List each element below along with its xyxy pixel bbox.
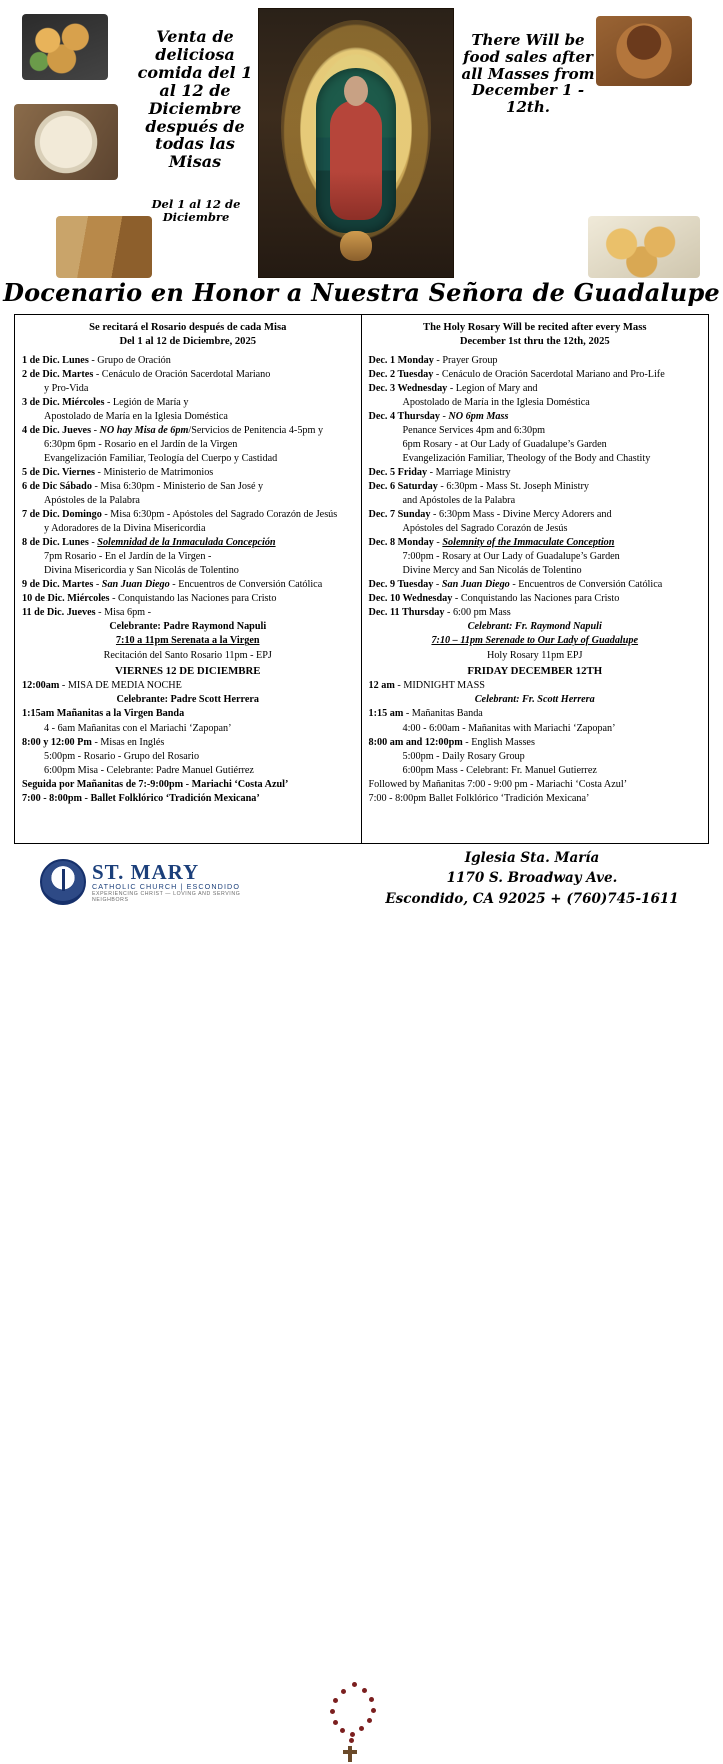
schedule-entry: 7:10 a 11pm Serenata a la Virgen bbox=[115, 635, 260, 647]
schedule-entry: Dec. 6 Saturday - 6:30pm - Mass St. Joseph Ministry bbox=[368, 480, 589, 492]
english-friday-list bbox=[369, 679, 702, 804]
schedule-entry: 3 de Dic. Miércoles - Legión de María y bbox=[22, 396, 189, 408]
angel-shape bbox=[340, 231, 372, 261]
venta-headline: Venta de deliciosa comida del 1 al 12 de Diciembre después de todas las Misas bbox=[137, 27, 253, 172]
schedule-entry: Dec. 4 Thursday - NO 6pm Mass bbox=[368, 410, 509, 422]
entry-date: 11 de Dic. Jueves bbox=[22, 607, 96, 619]
entry-date: 6 de Dic Sábado bbox=[22, 480, 92, 492]
entry-date: Dec. 2 Tuesday bbox=[368, 368, 434, 380]
logo-title: ST. MARY bbox=[92, 859, 200, 884]
entry-date: Dec. 10 Wednesday bbox=[368, 593, 453, 605]
schedule-entry: Divine Mercy and San Nicolás de Tolentino bbox=[402, 565, 582, 577]
schedule-entry: Dec. 11 Thursday - 6:00 pm Mass bbox=[368, 607, 511, 619]
parish-logo bbox=[40, 852, 255, 912]
entry-date: 8:00 y 12:00 Pm bbox=[22, 736, 92, 748]
spanish-schedule-column bbox=[15, 315, 362, 843]
schedule-entry: Apóstoles de la Palabra bbox=[44, 495, 140, 506]
english-column-heading bbox=[369, 321, 702, 349]
address-line-1: Iglesia Sta. María bbox=[464, 850, 600, 866]
schedule-entry: Dec. 3 Wednesday - Legion of Mary and bbox=[368, 382, 538, 394]
schedule-entry: Divina Misericordia y San Nicolás de Tolentino bbox=[44, 565, 239, 577]
entry-date: 1:15am Mañanitas a la Virgen Banda bbox=[22, 708, 185, 720]
english-heading-line2: December 1st thru the 12th, 2025 bbox=[459, 335, 610, 347]
schedule-entry: 6:00pm Misa - Celebrante: Padre Manuel Gutiérrez bbox=[44, 764, 254, 776]
schedule-entry: 9 de Dic. Martes - San Juan Diego - Encuentros de Conversión Católica bbox=[22, 579, 323, 591]
entry-emphasis: San Juan Diego bbox=[101, 579, 170, 591]
schedule-entry: 7 de Dic. Domingo - Misa 6:30pm - Apóstoles del Sagrado Corazón de Jesús bbox=[22, 509, 338, 521]
schedule-entry: 12:00am - MISA DE MEDIA NOCHE bbox=[22, 680, 182, 692]
schedule-entry: 6:00pm Mass - Celebrant: Fr. Manuel Gutierrez bbox=[402, 764, 597, 776]
schedule-entry: 4 - 6am Mañanitas con el Mariachi ‘Zapopan’ bbox=[44, 722, 232, 734]
entry-date: 10 de Dic. Miércoles bbox=[22, 593, 110, 605]
schedule-entry: 12 am - MIDNIGHT MASS bbox=[368, 680, 485, 692]
schedule-entry: 8 de Dic. Lunes - Solemnidad de la Inmaculada Concepción bbox=[22, 537, 276, 549]
address-line-2: 1170 S. Broadway Ave. bbox=[446, 870, 618, 887]
schedule-entry: 6:30pm 6pm - Rosario en el Jardín de la Virgen bbox=[44, 438, 238, 450]
virgin-of-guadalupe-image bbox=[258, 8, 454, 278]
schedule-entry: Evangelización Familiar, Teología del Cuerpo y Castidad bbox=[44, 452, 278, 464]
church-seal-icon bbox=[40, 859, 86, 905]
entry-emphasis: NO hay Misa de 6pm bbox=[99, 424, 189, 436]
schedule-entry: Celebrant: Fr. Raymond Napuli bbox=[467, 621, 602, 633]
entry-date: 8 de Dic. Lunes bbox=[22, 537, 89, 549]
entry-date: Dec. 9 Tuesday bbox=[368, 579, 434, 591]
schedule-entry: Seguida por Mañanitas de 7:-9:00pm - Mariachi ‘Costa Azul’ bbox=[22, 778, 289, 790]
entry-date: Dec. 11 Thursday bbox=[368, 607, 445, 619]
spanish-heading-line2: Del 1 al 12 de Diciembre, 2025 bbox=[119, 335, 257, 347]
entry-date: 9 de Dic. Martes bbox=[22, 579, 94, 591]
logo-tagline: EXPERIENCING CHRIST — LOVING AND SERVING NEIGHBORS bbox=[92, 891, 241, 903]
entry-emphasis-underline: Solemnity of the Immaculate Conception bbox=[442, 537, 615, 549]
schedule-entry: Penance Services 4pm and 6:30pm bbox=[402, 424, 546, 436]
schedule-entry: Recitación del Santo Rosario 11pm - EPJ bbox=[103, 649, 272, 661]
entry-emphasis-underline: Solemnidad de la Inmaculada Concepción bbox=[97, 537, 276, 549]
entry-date: Dec. 4 Thursday bbox=[368, 410, 440, 422]
face-shape bbox=[344, 76, 368, 106]
parish-address bbox=[367, 848, 697, 909]
schedule-entry: Holy Rosary 11pm EPJ bbox=[486, 649, 583, 661]
schedule-entry: Dec. 5 Friday - Marriage Ministry bbox=[368, 466, 511, 478]
schedule-entry: y Pro-Vida bbox=[44, 382, 89, 394]
entry-date: 12 am bbox=[368, 680, 395, 692]
food-sales-headline: There Will be food sales after all Masses from December 1 - 12th. bbox=[461, 31, 595, 117]
schedule-entry: and Apóstoles de la Palabra bbox=[402, 495, 516, 506]
schedule-entry: Apóstoles del Sagrado Corazón de Jesús bbox=[402, 523, 568, 535]
logo-text-block bbox=[92, 861, 255, 904]
schedule-entry: 4:00 - 6:00am - Mañanitas with Mariachi ‘Zapopan’ bbox=[402, 722, 616, 734]
rosary-beads-icon bbox=[318, 1682, 394, 1764]
spanish-entry-list bbox=[22, 354, 354, 662]
spanish-column-heading bbox=[22, 321, 354, 349]
tacos-photo-2 bbox=[588, 216, 700, 278]
venta-subheadline: Del 1 al 12 de Diciembre bbox=[151, 197, 241, 224]
schedule-entry: 6pm Rosary - at Our Lady of Guadalupe’s Garden bbox=[402, 438, 607, 450]
schedule-entry: Celebrant: Fr. Scott Herrera bbox=[474, 694, 595, 706]
robe-shape bbox=[330, 100, 382, 220]
schedule-entry: 7:10 – 11pm Serenade to Our Lady of Guadalupe bbox=[431, 635, 639, 647]
schedule-entry bbox=[22, 707, 354, 720]
entry-date: 2 de Dic. Martes bbox=[22, 368, 94, 380]
schedule-entry: Dec. 7 Sunday - 6:30pm Mass - Divine Mercy Adorers and bbox=[368, 509, 612, 521]
schedule-panel bbox=[14, 314, 709, 844]
logo-subtitle: CATHOLIC CHURCH | ESCONDIDO bbox=[92, 881, 241, 891]
spanish-friday-heading: VIERNES 12 DE DICIEMBRE bbox=[115, 664, 261, 677]
schedule-entry: Dec. 10 Wednesday - Conquistando las Naciones para Cristo bbox=[368, 593, 620, 605]
entry-date: Dec. 6 Saturday bbox=[368, 480, 438, 492]
schedule-entry: Followed by Mañanitas 7:00 - 9:00 pm - Mariachi ‘Costa Azul’ bbox=[368, 778, 628, 790]
entry-emphasis: NO 6pm Mass bbox=[448, 410, 509, 422]
schedule-entry: Celebrante: Padre Scott Herrera bbox=[116, 694, 259, 706]
schedule-entry: Dec. 8 Monday - Solemnity of the Immaculate Conception bbox=[368, 537, 615, 549]
schedule-entry: 8:00 am and 12:00pm - English Masses bbox=[368, 736, 535, 748]
schedule-entry: Dec. 9 Tuesday - San Juan Diego - Encuentros de Conversión Católica bbox=[368, 579, 663, 591]
schedule-entry: 4 de Dic. Jueves - NO hay Misa de 6pm/Servicios de Penitencia 4-5pm y bbox=[22, 424, 324, 436]
schedule-entry: 11 de Dic. Jueves - Misa 6pm - bbox=[22, 607, 152, 619]
english-schedule-column bbox=[362, 315, 709, 843]
food-plate-photo bbox=[14, 104, 118, 180]
schedule-entry: 7:00 - 8:00pm - Ballet Folklórico ‘Tradición Mexicana’ bbox=[22, 792, 260, 804]
entry-date: 12:00am bbox=[22, 680, 60, 692]
tacos-photo bbox=[22, 14, 108, 80]
tamales-photo bbox=[56, 216, 152, 278]
schedule-entry: 5 de Dic. Viernes - Ministerio de Matrimonios bbox=[22, 466, 214, 478]
address-line-3: Escondido, CA 92025 + (760)745-1611 bbox=[385, 890, 679, 907]
schedule-entry: Dec. 1 Monday - Prayer Group bbox=[368, 354, 498, 366]
entry-date: 4 de Dic. Jueves bbox=[22, 424, 92, 436]
entry-date: 1:15 am bbox=[368, 708, 404, 720]
schedule-entry: 1:15 am - Mañanitas Banda bbox=[368, 708, 483, 720]
schedule-entry: Evangelización Familiar, Theology of the Body and Chastity bbox=[402, 452, 651, 464]
entry-date: 1 de Dic. Lunes bbox=[22, 354, 89, 366]
entry-date: 5 de Dic. Viernes bbox=[22, 466, 95, 478]
schedule-entry: y Adoradores de la Divina Misericordia bbox=[44, 523, 206, 535]
schedule-entry: Apostolado de María in the Iglesia Doméstica bbox=[402, 396, 590, 408]
schedule-entry: 7:00pm - Rosary at Our Lady of Guadalupe’s Garden bbox=[402, 551, 620, 563]
entry-date: Dec. 3 Wednesday bbox=[368, 382, 448, 394]
crucifix-icon bbox=[348, 1746, 352, 1762]
schedule-entry: 2 de Dic. Martes - Cenáculo de Oración Sacerdotal Mariano bbox=[22, 368, 271, 380]
entry-date: 3 de Dic. Miércoles bbox=[22, 396, 105, 408]
schedule-entry: 7pm Rosario - En el Jardín de la Virgen - bbox=[44, 551, 212, 563]
schedule-entry: 5:00pm - Daily Rosary Group bbox=[402, 750, 525, 762]
english-heading-line1: The Holy Rosary Will be recited after every Mass bbox=[423, 322, 647, 333]
entry-date: Dec. 1 Monday bbox=[368, 354, 434, 366]
schedule-entry: 6 de Dic Sábado - Misa 6:30pm - Ministerio de San José y bbox=[22, 480, 264, 492]
schedule-entry: Dec. 2 Tuesday - Cenáculo de Oración Sacerdotal Mariano and Pro-Life bbox=[368, 368, 665, 380]
spanish-friday-list bbox=[22, 679, 354, 804]
page-title: Docenario en Honor a Nuestra Señora de Guadalupe bbox=[3, 278, 720, 307]
entry-date: Dec. 5 Friday bbox=[368, 466, 428, 478]
schedule-entry: 1 de Dic. Lunes - Grupo de Oración bbox=[22, 354, 171, 366]
entry-date: Dec. 8 Monday bbox=[368, 537, 434, 549]
schedule-entry: Celebrante: Padre Raymond Napuli bbox=[109, 621, 267, 633]
schedule-entry: Apostolado de María en la Iglesia Doméstica bbox=[44, 410, 228, 422]
english-friday-heading: FRIDAY DECEMBER 12TH bbox=[467, 664, 603, 677]
entry-date: 7 de Dic. Domingo bbox=[22, 509, 102, 521]
schedule-entry: 5:00pm - Rosario - Grupo del Rosario bbox=[44, 750, 200, 762]
torta-photo bbox=[602, 118, 702, 186]
poster-footer bbox=[0, 846, 723, 919]
coffee-mug-photo bbox=[596, 16, 692, 86]
entry-date: 8:00 am and 12:00pm bbox=[368, 736, 463, 748]
schedule-entry: 7:00 - 8:00pm Ballet Folklórico ‘Tradición Mexicana’ bbox=[368, 792, 590, 804]
poster-banner bbox=[0, 0, 723, 307]
english-entry-list bbox=[369, 354, 702, 662]
schedule-entry: 10 de Dic. Miércoles - Conquistando las Naciones para Cristo bbox=[22, 593, 277, 605]
spanish-heading-line1: Se recitará el Rosario después de cada Misa bbox=[89, 322, 287, 333]
schedule-entry: 8:00 y 12:00 Pm - Misas en Inglés bbox=[22, 736, 165, 748]
entry-emphasis: San Juan Diego bbox=[441, 579, 510, 591]
entry-date: Dec. 7 Sunday bbox=[368, 509, 431, 521]
